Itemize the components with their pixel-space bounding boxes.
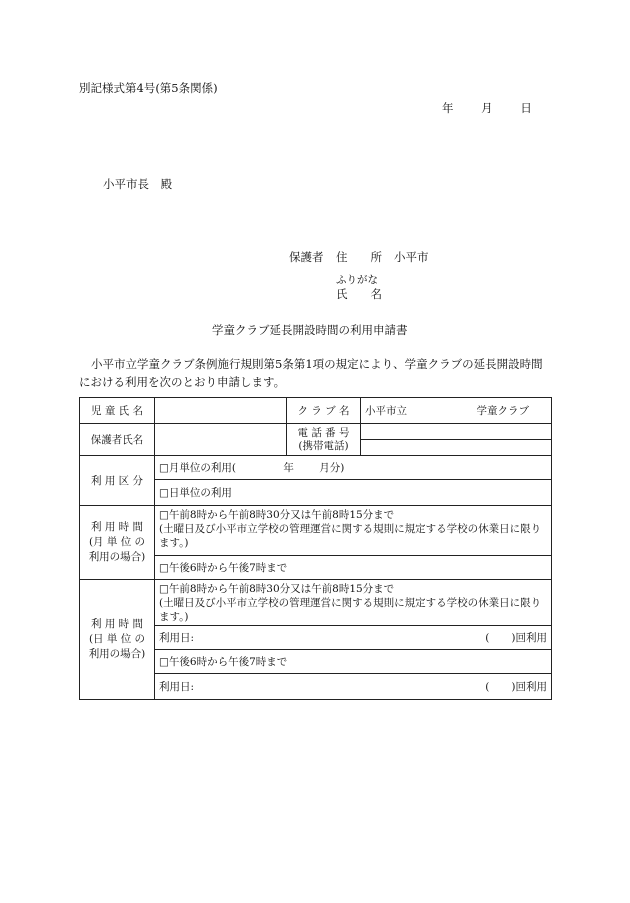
- row-monthly-morning: [80, 506, 552, 556]
- monthly-time-label-3: 利用の場合): [88, 551, 146, 563]
- phone-label-cell: [287, 424, 361, 456]
- monthly-year: 年: [283, 461, 294, 474]
- monthly-time-label-1: 利 用 時 間: [90, 521, 143, 533]
- daily-morning-text: □午前8時から午前8時30分又は午前8時15分まで: [159, 583, 395, 595]
- monthly-option-text: □月単位の利用(: [159, 461, 237, 474]
- date-day: 日: [520, 101, 532, 115]
- applicant-role: 保護者: [289, 250, 324, 264]
- daily-morning-dates[interactable]: [155, 626, 552, 650]
- daily-time-label: [80, 580, 155, 700]
- morning-use-count: ( )回利用: [485, 631, 547, 644]
- form-number: 別記様式第4号(第5条関係): [79, 81, 218, 95]
- date-month: 月: [481, 101, 493, 115]
- club-name-field[interactable]: [361, 398, 552, 424]
- applicant-name-label: 氏 名: [336, 287, 382, 301]
- club-name-label: ク ラ ブ 名: [287, 398, 361, 424]
- applicant-address-value: 小平市: [394, 250, 429, 264]
- addressee-honorific: 殿: [160, 177, 173, 191]
- application-table: [79, 397, 552, 700]
- phone-field[interactable]: [361, 424, 552, 440]
- row-child-name: [80, 398, 552, 424]
- daily-morning-option[interactable]: [155, 580, 552, 626]
- monthly-morning-text: □午前8時から午前8時30分又は午前8時15分まで: [159, 509, 395, 521]
- row-guardian-top: [80, 424, 552, 440]
- usage-type-label: 利 用 区 分: [80, 456, 155, 506]
- date-year: 年: [442, 101, 454, 115]
- child-name-label: 児 童 氏 名: [80, 398, 155, 424]
- morning-use-date-label: 利用日:: [159, 631, 195, 644]
- body-line-1: 小平市立学童クラブ条例施行規則第5条第1項の規定により、学童クラブの延長開設時間: [91, 357, 543, 371]
- child-name-field[interactable]: [155, 398, 287, 424]
- monthly-morning-option[interactable]: [155, 506, 552, 556]
- daily-morning-note: (土曜日及び小平市立学校の管理運営に関する規則に規定する学校の休業日に限ります。): [159, 597, 542, 623]
- daily-time-label-3: 利用の場合): [88, 648, 146, 660]
- monthly-time-label-2: (月 単 位 の: [88, 536, 146, 548]
- phone-sub-label: (携帯電話): [298, 439, 349, 452]
- guardian-name-field[interactable]: [155, 424, 287, 456]
- monthly-option[interactable]: [155, 456, 552, 480]
- addressee-title: 小平市長: [103, 177, 149, 191]
- monthly-evening-option[interactable]: □午後6時から午後7時まで: [155, 556, 552, 580]
- monthly-month: 月分): [319, 461, 345, 474]
- document-title: 学童クラブ延長開設時間の利用申請書: [212, 323, 408, 337]
- club-suffix: 学童クラブ: [476, 404, 529, 417]
- row-usage-monthly: [80, 456, 552, 480]
- daily-option[interactable]: □日単位の利用: [155, 480, 552, 506]
- evening-use-count: ( )回利用: [485, 680, 547, 693]
- phone-label: 電 話 番 号: [297, 426, 350, 439]
- evening-use-date-label: 利用日:: [159, 680, 195, 693]
- monthly-time-label: [80, 506, 155, 580]
- daily-time-label-1: 利 用 時 間: [90, 618, 143, 630]
- daily-evening-dates[interactable]: [155, 674, 552, 700]
- row-daily-morning: [80, 580, 552, 626]
- guardian-name-label: 保護者氏名: [80, 424, 155, 456]
- club-prefix: 小平市立: [365, 404, 407, 417]
- addressee: [103, 176, 172, 192]
- applicant-furigana-label: ふりがな: [336, 274, 378, 286]
- date-line: [442, 100, 532, 116]
- monthly-morning-note: (土曜日及び小平市立学校の管理運営に関する規則に規定する学校の休業日に限ります。): [159, 523, 542, 549]
- applicant-address-label: 住 所: [336, 250, 382, 264]
- body-line-2: における利用を次のとおり申請します。: [79, 375, 286, 389]
- daily-evening-option[interactable]: □午後6時から午後7時まで: [155, 650, 552, 674]
- mobile-field[interactable]: [361, 440, 552, 456]
- daily-time-label-2: (日 単 位 の: [88, 633, 146, 645]
